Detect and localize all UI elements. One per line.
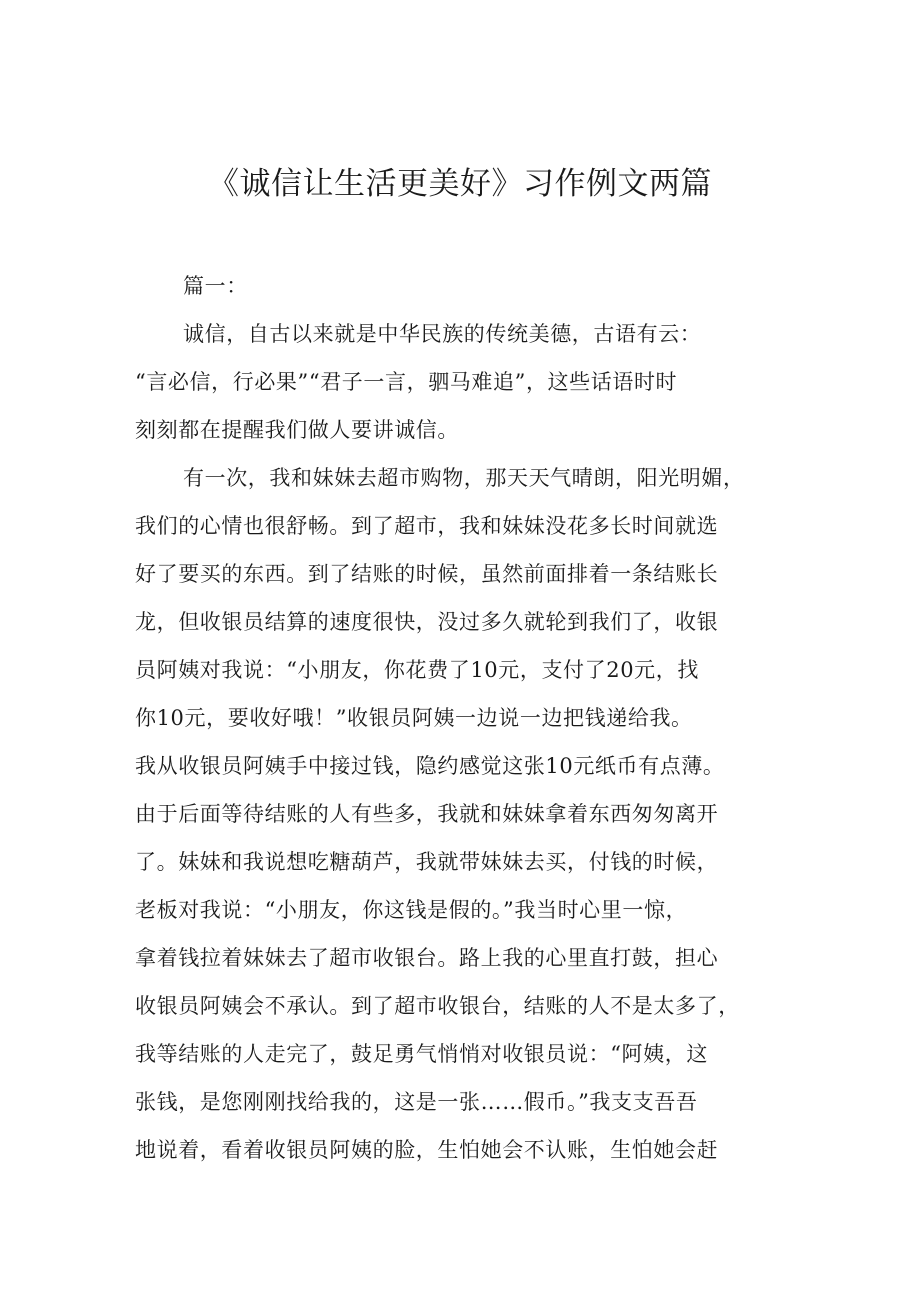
paragraph-line: 你10元，要收好哦！”收银员阿姨一边说一边把钱递给我。 <box>135 706 693 730</box>
paragraph-line: 好了要买的东西。到了结账的时候，虽然前面排着一条结账长 <box>135 562 719 586</box>
paragraph-line: 龙，但收银员结算的速度很快，没过多久就轮到我们了，收银 <box>135 610 719 634</box>
paragraph-line: 员阿姨对我说：“小朋友，你花费了10元，支付了20元，找 <box>135 658 699 682</box>
paragraph-line: 由于后面等待结账的人有些多，我就和妹妹拿着东西匆匆离开 <box>135 802 719 826</box>
paragraph-line: 收银员阿姨会不承认。到了超市收银台，结账的人不是太多了， <box>135 994 740 1018</box>
paragraph-line: 我等结账的人走完了，鼓足勇气悄悄对收银员说：“阿姨，这 <box>135 1042 708 1066</box>
paragraph-line: 拿着钱拉着妹妹去了超市收银台。路上我的心里直打鼓，担心 <box>135 946 719 970</box>
paragraph-line: 有一次，我和妹妹去超市购物，那天天气晴朗，阳光明媚， <box>183 466 745 490</box>
paragraph-line: 刻刻都在提醒我们做人要讲诚信。 <box>135 418 459 442</box>
paragraph-line: 了。妹妹和我说想吃糖葫芦，我就带妹妹去买，付钱的时候， <box>135 850 719 874</box>
paragraph-line: “言必信，行必果”“君子一言，驷马难追”，这些话语时时 <box>135 370 678 394</box>
paragraph-line: 我们的心情也很舒畅。到了超市，我和妹妹没花多长时间就选 <box>135 514 719 538</box>
document-title: 《诚信让生活更美好》习作例文两篇 <box>208 166 712 202</box>
paragraph-line: 老板对我说：“小朋友，你这钱是假的。”我当时心里一惊， <box>135 898 688 922</box>
paragraph-line: 张钱，是您刚刚找给我的，这是一张……假币。”我支支吾吾 <box>135 1090 698 1114</box>
section-heading: 篇一： <box>183 274 248 298</box>
paragraph-line: 诚信，自古以来就是中华民族的传统美德，古语有云： <box>183 322 702 346</box>
paragraph-line: 地说着，看着收银员阿姨的脸，生怕她会不认账，生怕她会赶 <box>135 1138 719 1162</box>
paragraph-line: 我从收银员阿姨手中接过钱，隐约感觉这张10元纸币有点薄。 <box>135 754 725 778</box>
document-body <box>135 262 785 1174</box>
